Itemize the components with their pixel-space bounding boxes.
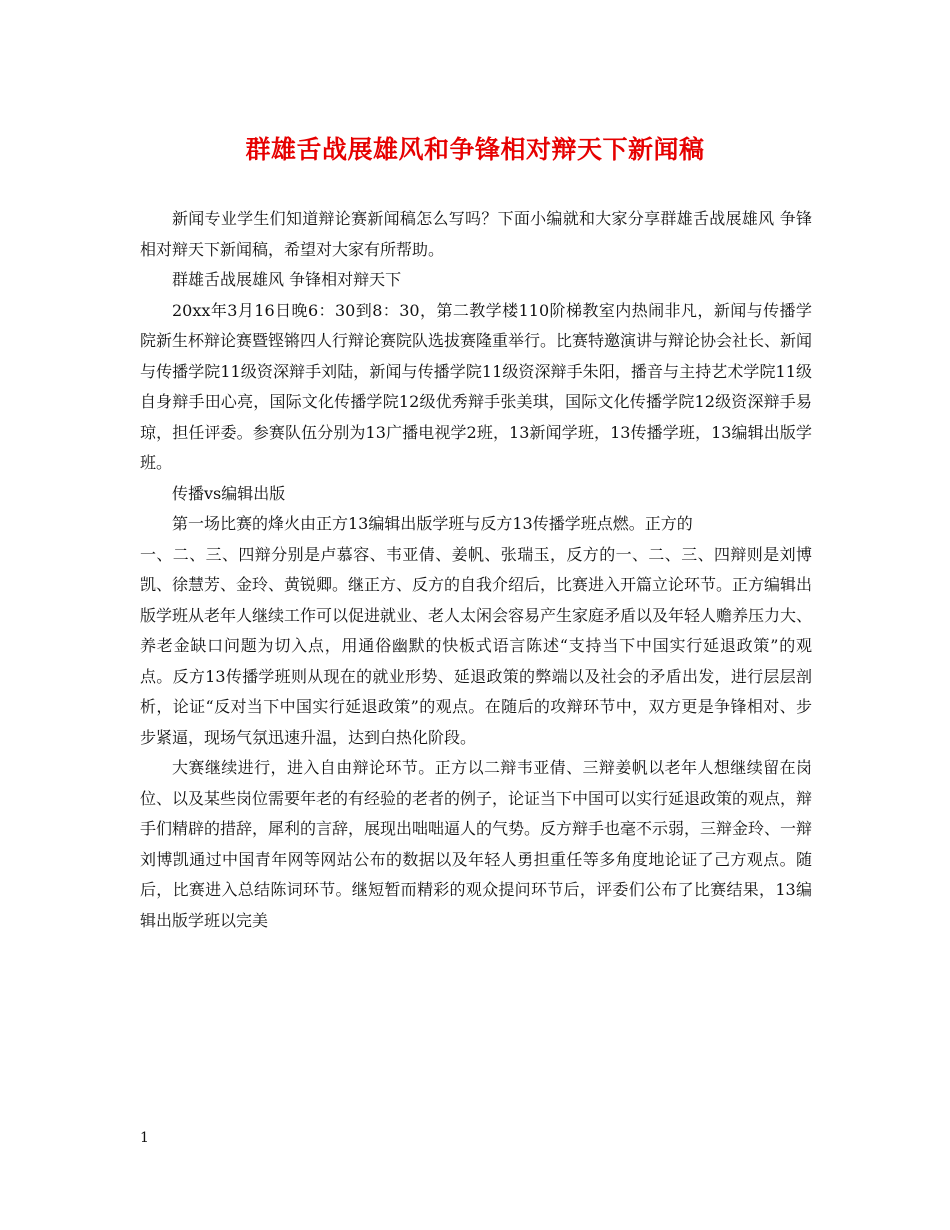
paragraph-section-heading: 传播vs编辑出版 (172, 483, 286, 503)
paragraph-event: 20xx年3月16日晚6：30到8：30，第二教学楼110阶梯教室内热闹非凡，新闻与传播学院新生杯辩论赛暨铿锵四人行辩论赛院队选拔赛隆重举行。比赛特邀演讲与辩论协会社长、新闻与传播学院11级资深辩手刘陆，新闻与传播学院11级资深辩手朱阳，播音与主持艺术学院11级自身辩手田心亮，国际文化传播学院12级优秀辩手张美琪，国际文化传播学院12级资深辩手易琼，担任评委。参赛队伍分别为13广播电视学2班，13新闻学班，13传播学班，13编辑出版学班。 (140, 300, 813, 472)
paragraph-debaters: 一、二、三、四辩分别是卢慕容、韦亚倩、姜帆、张瑞玉，反方的一、二、三、四辩则是刘博凯、徐慧芳、金玲、黄锐卿。继正方、反方的自我介绍后，比赛进入开篇立论环节。正方编辑出版学班从老年人继续工作可以促进就业、老人太闲会容易产生家庭矛盾以及年轻人赡养压力大、养老金缺口问题为切入点，用通俗幽默的快板式语言陈述“支持当下中国实行延退政策”的观点。反方13传播学班则从现在的就业形势、延退政策的弊端以及社会的矛盾出发，进行层层剖析，论证“反对当下中国实行延退政策”的观点。在随后的攻辩环节中，双方更是争锋相对、步步紧逼，现场气氛迅速升温，达到白热化阶段。 (140, 544, 813, 747)
paragraph-subtitle: 群雄舌战展雄风 争锋相对辩天下 (172, 270, 402, 289)
paragraph-first-match: 第一场比赛的烽火由正方13编辑出版学班与反方13传播学班点燃。正方的 (172, 514, 693, 533)
paragraph-intro: 新闻专业学生们知道辩论赛新闻稿怎么写吗？下面小编就和大家分享群雄舌战展雄风 争锋相对辩天下新闻稿，希望对大家有所帮助。 (140, 209, 812, 259)
paragraph-free-debate: 大赛继续进行，进入自由辩论环节。正方以二辩韦亚倩、三辩姜帆以老年人想继续留在岗位、以及某些岗位需要年老的有经验的老者的例子，论证当下中国可以实行延退政策的观点，辩手们精辟的措辞，犀利的言辞，展现出咄咄逼人的气势。反方辩手也毫不示弱，三辩金玲、一辩刘博凯通过中国青年网等网站公布的数据以及年轻人勇担重任等多角度地论证了己方观点。随后，比赛进入总结陈词环节。继短暂而精彩的观众提问环节后，评委们公布了比赛结果，13编辑出版学班以完美 (140, 758, 813, 930)
document-body (140, 204, 812, 936)
document-title: 群雄舌战展雄风和争锋相对辩天下新闻稿 (245, 135, 705, 164)
page-number: 1 (140, 1130, 149, 1146)
